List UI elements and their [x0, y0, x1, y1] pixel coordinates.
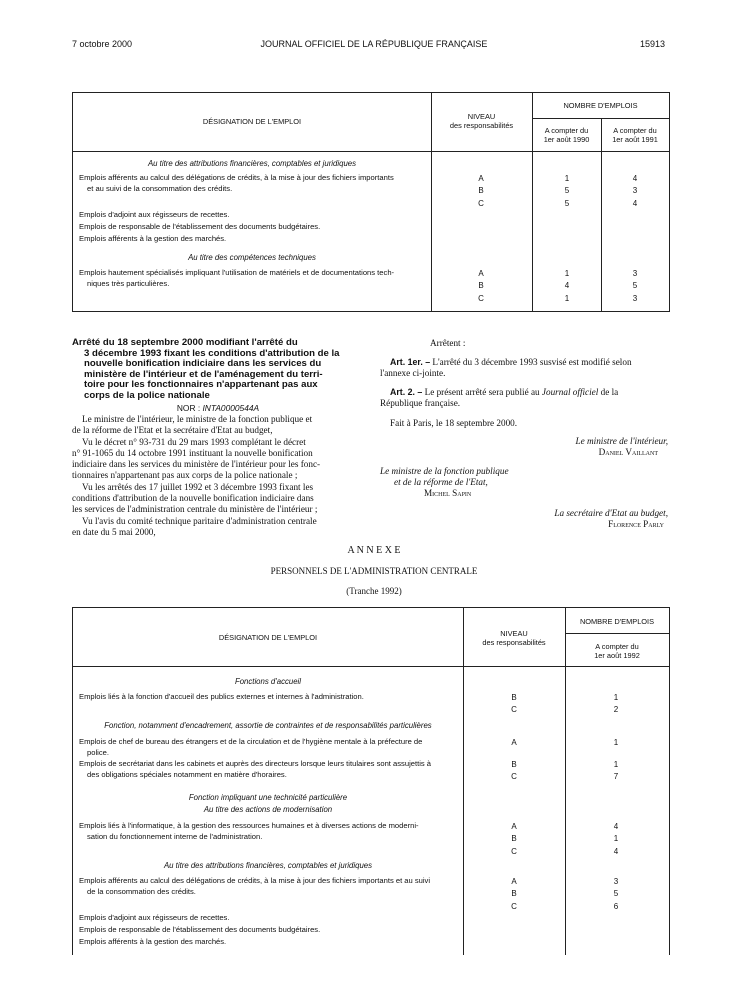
arrete-body: Le ministre de l'intérieur, le ministre de la fonction publique et de la réforme de l'Etat et la secrétaire d'Etat au budget, Vu le décret n° 93-731 du 29 mars 1993 complétant le décret n° 91-1065 du 14 octobre 1991 instituant la nouvelle bonification indiciaire dans les services du ministère de l'intérieur pour les fonc- tionnaires n'appartenant pas aux corps de la police nationale ; Vu les arrêtés des 17 juillet 1992 et 3 décembre 1993 fixant les conditions d'attribution de la nouvelle bonification indiciaire dans les services de l'administration centrale du ministère de l'intérieur ; Vu l'avis du comité technique paritaire d'administration centrale en date du 5 mai 2000, — [72, 414, 321, 537]
nor-reference: NOR : INTA0000544A — [176, 402, 260, 413]
signature-fonction-publique: Le ministre de la fonction publique et de la réforme de l'Etat, Michel Sapin — [380, 466, 509, 498]
section-heading: Fonctions d'accueil — [234, 677, 302, 686]
table-row: Emplois afférents au calcul des délégations de crédits, à la mise à jour des fichiers importants et au suivi de la consommation des crédits. — [79, 173, 394, 193]
level-cell: B C — [511, 760, 517, 782]
signature-budget: La secrétaire d'Etat au budget, Florence Parly — [554, 508, 668, 529]
value-cell: 1 4 1 — [564, 269, 570, 303]
level-cell: B C — [511, 693, 517, 715]
level-cell: A B C — [478, 269, 484, 303]
arrete-title: Arrêté du 18 septembre 2000 modifiant l'arrêté du 3 décembre 1993 fixant les conditions d'attribution de la nouvelle bonification indiciaire dans les services du ministère de l'intérieur et de l'aménagement du terri- toire pour les fonctionnaires n'appartenant pas aux corps de la police nationale NOR : INTA0000544A — [72, 338, 364, 413]
article-1: Art. 1er. – L'arrêté du 3 décembre 1993 susvisé est modifié selon l'annexe ci-jointe. — [380, 357, 632, 379]
level-cell: A — [511, 738, 517, 747]
section-heading: Au titre des attributions financières, comptables et juridiques — [147, 159, 357, 168]
value-cell: 3 5 3 — [632, 269, 638, 303]
table-row: Emplois d'adjoint aux régisseurs de recettes. — [79, 210, 230, 219]
level-cell: A B C — [478, 174, 484, 208]
table-row: Emplois de chef de bureau des étrangers et de la circulation et de l'hygiène mentale à la préfecture de police. — [79, 737, 423, 757]
section-heading: Au titre des compétences techniques — [188, 253, 316, 262]
col-designation-header: DÉSIGNATION DE L'EMPLOI — [202, 117, 302, 126]
table-row: Emplois liés à l'informatique, à la gestion des ressources humaines et à diverses actions de moderni- sation du fonctionnement interne de l'administration. — [79, 821, 419, 841]
level-cell: A B C — [511, 877, 517, 911]
table-row: Emplois liés à la fonction d'accueil des publics externes et internes à l'administration. — [79, 692, 364, 701]
annexe-tranche: (Tranche 1992) — [346, 586, 402, 596]
section-heading: Au titre des attributions financières, comptables et juridiques — [163, 861, 373, 870]
table-row: Emplois afférents à la gestion des marchés. — [79, 234, 227, 243]
table-1 — [72, 92, 670, 312]
table-row: Emplois afférents à la gestion des marchés. — [79, 937, 227, 946]
page-number: 15913 — [640, 39, 666, 49]
value-cell: 1 7 — [613, 760, 619, 782]
section-heading: Fonction impliquant une technicité particulière Au titre des actions de modernisation — [188, 793, 348, 814]
value-cell: 1 5 5 — [564, 174, 570, 208]
annexe-subtitle: PERSONNELS DE L'ADMINISTRATION CENTRALE — [270, 566, 478, 576]
value-cell: 1 — [613, 738, 619, 747]
section-heading: Fonction, notamment d'encadrement, assortie de contraintes et de responsabilités particulières — [104, 721, 432, 730]
col-niveau-header: NIVEAU des responsabilités — [482, 629, 546, 647]
table-row: Emplois de responsable de l'établissement des documents budgétaires. — [79, 222, 321, 231]
col-date-1990: A compter du 1er août 1990 — [543, 126, 590, 144]
signature-interieur: Le ministre de l'intérieur, Daniel Vaillant — [575, 436, 668, 457]
table-row: Emplois d'adjoint aux régisseurs de recettes. — [79, 913, 230, 922]
col-designation-header: DÉSIGNATION DE L'EMPLOI — [218, 633, 318, 642]
fait-a-paris: Fait à Paris, le 18 septembre 2000. — [390, 418, 518, 428]
col-nombre-header: NOMBRE D'EMPLOIS — [563, 101, 638, 110]
annexe-title: A N N E X E — [347, 545, 401, 556]
table-row: Emplois de secrétariat dans les cabinets et auprès des directeurs lorsque leurs titulaires sont assujettis à des obligations spéciales notamment en matière d'horaires. — [79, 759, 432, 779]
arretent: Arrêtent : — [430, 338, 466, 348]
col-niveau-header: NIVEAU des responsabilités — [449, 112, 514, 130]
col-nombre-header: NOMBRE D'EMPLOIS — [579, 617, 655, 626]
value-cell: 1 2 — [613, 693, 619, 715]
col-date-1992: A compter du 1er août 1992 — [594, 642, 640, 660]
table-row: Emplois de responsable de l'établissement des documents budgétaires. — [79, 925, 321, 934]
value-cell: 4 1 4 — [613, 822, 619, 856]
table-row: Emplois afférents au calcul des délégations de crédits, à la mise à jour des fichiers importants et au suivi de la consommation des crédits. — [79, 876, 431, 896]
col-date-1991: A compter du 1er août 1991 — [612, 126, 658, 144]
header-date: 7 octobre 2000 — [72, 39, 133, 49]
article-2: Art. 2. – Le présent arrêté sera publié au Journal officiel de la République française. — [380, 387, 619, 409]
table-row: Emplois hautement spécialisés impliquant l'utilisation de matériels et de documentations tech- niques très particulières. — [79, 268, 395, 288]
value-cell: 3 5 6 — [613, 877, 619, 911]
table-2 — [72, 607, 670, 955]
journal-title: JOURNAL OFFICIEL DE LA RÉPUBLIQUE FRANÇAISE — [260, 39, 488, 49]
value-cell: 4 3 4 — [632, 174, 638, 208]
level-cell: A B C — [511, 822, 517, 856]
